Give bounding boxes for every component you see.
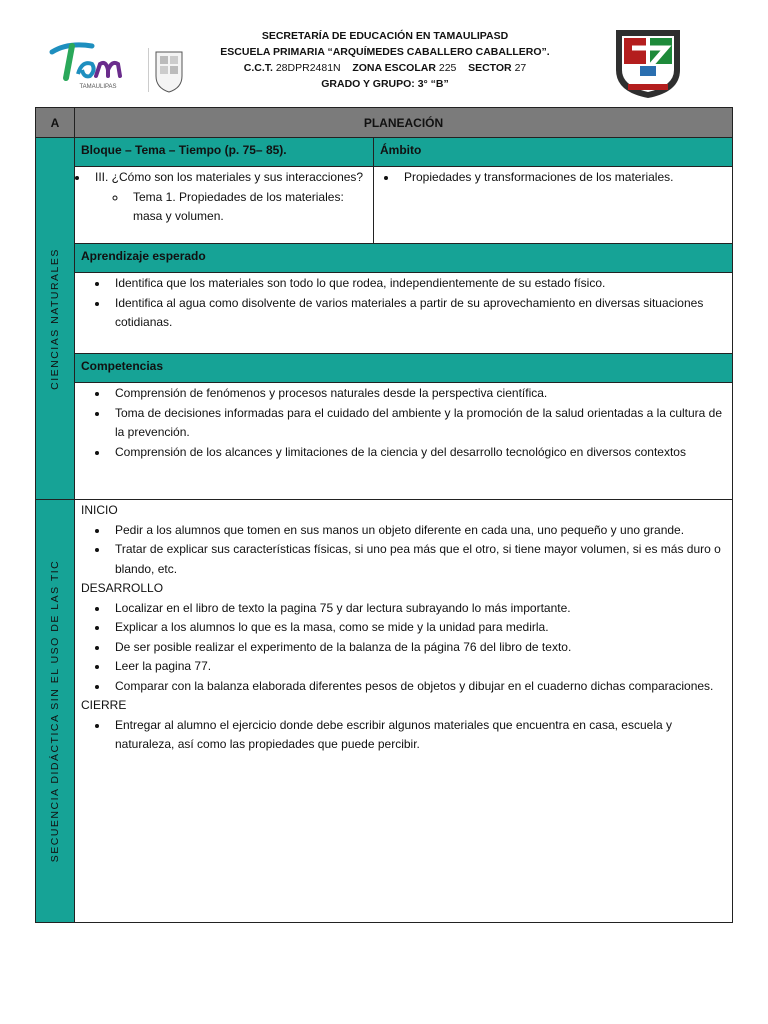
list-item: • De ser posible realizar el experimento de la balanza de la página 76 del libro de texto. (109, 638, 732, 658)
desarrollo-label: DESARROLLO (81, 581, 164, 595)
ambito-cell (374, 167, 732, 243)
list-item: • III. ¿Cómo son los materiales y sus interacciones? (89, 168, 373, 188)
tamaulipas-logo (48, 40, 148, 92)
list-item: • Identifica al agua como disolvente de varios materiales a partir de su aprovechamiento en diversas situaciones cotidianas. (109, 294, 732, 333)
cierre-list (75, 716, 732, 755)
competencias-header: Competencias (75, 354, 732, 383)
bloque-ambito-header-row (75, 138, 732, 167)
school-shield-icon (610, 26, 686, 100)
list-item: • Pedir a los alumnos que tomen en sus manos un objeto diferente en cada una, uno pequeño y uno grande. (109, 521, 732, 541)
school-name-line: ESCUELA PRIMARIA “ARQUÍMEDES CABALLERO CABALLERO”. (220, 46, 550, 58)
planeacion-title: PLANEACIÓN (363, 115, 444, 130)
aprendizaje-header-row (75, 244, 732, 273)
side-label-ciencias: CIENCIAS NATURALES (36, 138, 75, 500)
aprendizaje-header: Aprendizaje esperado (75, 244, 732, 273)
competencias-cell (75, 383, 732, 500)
school-info (190, 28, 580, 92)
list-item: • Propiedades y transformaciones de los materiales. (398, 168, 732, 188)
ambito-header: Ámbito (374, 138, 732, 167)
bloque-header: Bloque – Tema – Tiempo (p. 75– 85). (75, 138, 374, 167)
list-item: • Identifica que los materiales son todo lo que rodea, independientemente de su estado físico. (109, 274, 732, 294)
list-item: • Leer la pagina 77. (109, 657, 732, 677)
school-codes-line: C.C.T. 28DPR2481N ZONA ESCOLAR 225 SECTOR 27 (243, 62, 527, 74)
grado-grupo-line: GRADO Y GRUPO: 3° “B” (321, 78, 449, 90)
state-shield-icon (148, 46, 188, 94)
table-header-row (36, 108, 732, 138)
list-item: • Toma de decisiones informadas para el cuidado del ambiente y la promoción de la salud orientadas a la cultura de la prevención. (109, 404, 732, 443)
secretaria-line: SECRETARÍA DE EDUCACIÓN EN TAMAULIPASD (261, 30, 509, 42)
bloque-ambito-content-row (75, 167, 732, 244)
list-item: • Explicar a los alumnos lo que es la masa, como se mide y la unidad para medirla. (109, 618, 732, 638)
competencias-header-row (75, 353, 732, 383)
bloque-cell (75, 167, 374, 243)
planeacion-table (35, 107, 733, 923)
column-a-label: A (36, 108, 75, 137)
aprendizaje-cell (75, 273, 732, 353)
side-label-secuencia: SECUENCIA DIDÁCTICA SIN EL USO DE LAS TIC (36, 500, 75, 922)
aprendizaje-list (75, 274, 732, 333)
list-item: ◦ Tema 1. Propiedades de los materiales: masa y volumen. (127, 188, 373, 227)
inicio-list (75, 521, 732, 580)
svg-text:TAMAULIPAS: TAMAULIPAS (79, 84, 117, 90)
list-item: • Comprensión de los alcances y limitaciones de la ciencia y del desarrollo tecnológico en diversos contextos (109, 443, 732, 463)
list-item: • Localizar en el libro de texto la pagina 75 y dar lectura subrayando lo más importante. (109, 599, 732, 619)
list-item: • Comprensión de fenómenos y procesos naturales desde la perspectiva científica. (109, 384, 732, 404)
secuencia-cell (75, 500, 732, 922)
cierre-label: CIERRE (81, 698, 127, 712)
competencias-list (75, 384, 732, 462)
list-item: • Comparar con la balanza elaborada diferentes pesos de objetos y dibujar en el cuaderno dichas comparaciones. (109, 677, 732, 697)
list-item: • Entregar al alumno el ejercicio donde debe escribir algunos materiales que encuentra en casa, escuela y naturaleza, así como las propiedades que puede percibir. (109, 716, 732, 755)
document-header (0, 0, 768, 105)
desarrollo-list (75, 599, 732, 697)
list-item: • Tratar de explicar sus características físicas, si uno pea más que el otro, si tiene mayor volumen, si es más duro o blando, etc. (109, 540, 732, 579)
inicio-label: INICIO (81, 503, 118, 517)
